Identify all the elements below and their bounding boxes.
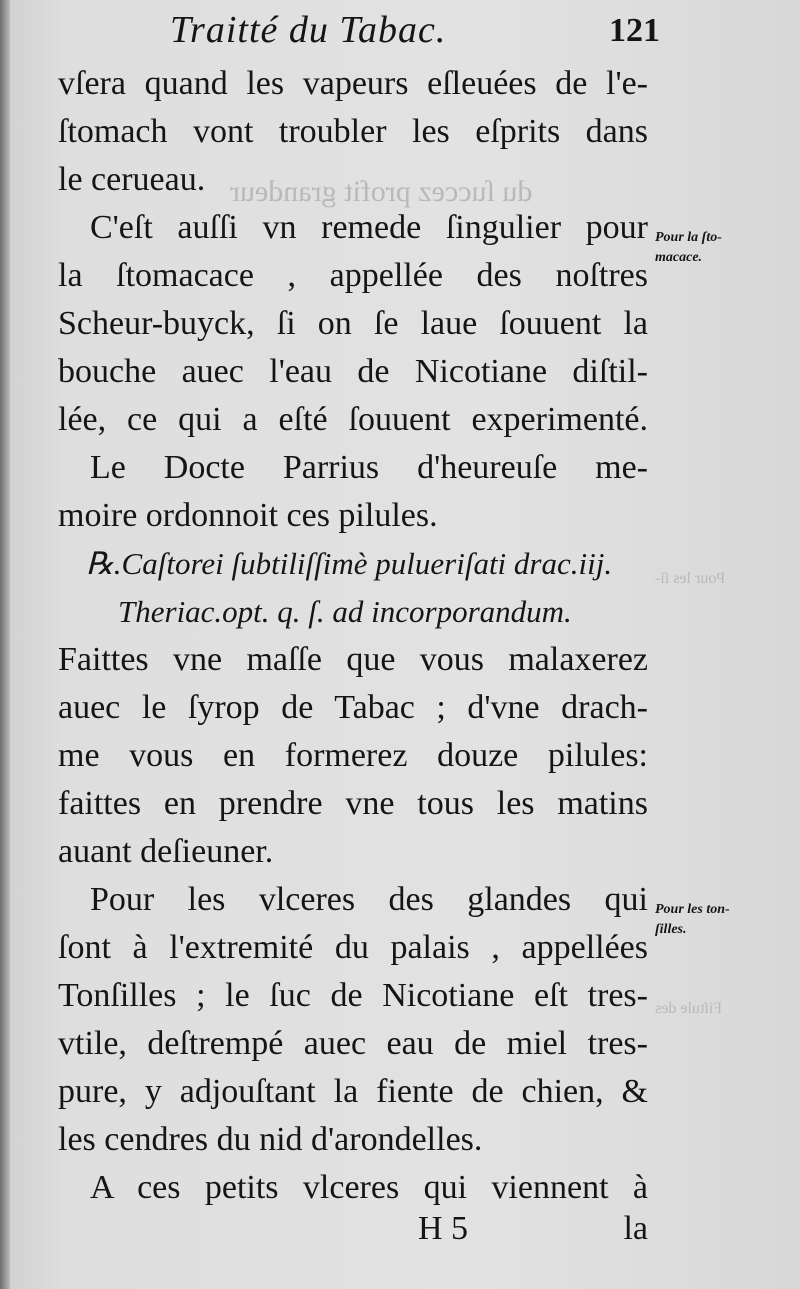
text-line: pure, y adjouſtant la fiente de chien, & (58, 1073, 648, 1110)
text-line: vſera quand les vapeurs eſleuées de l'e- (58, 65, 648, 102)
margin-note-line: macace. (655, 250, 703, 265)
text-line: les cendres du nid d'arondelles. (58, 1121, 483, 1158)
text-line: Tonſilles ; le ſuc de Nicotiane eſt tres- (58, 977, 648, 1014)
signature-mark: H 5 (418, 1210, 469, 1247)
text-line: Faittes vne maſſe que vous malaxerez (58, 641, 648, 678)
margin-note-stomacace (655, 228, 795, 268)
margin-note-line: Pour la ſto- (655, 230, 722, 245)
bleed-through-note: Fiſtule des (655, 1000, 723, 1017)
text-line: C'eſt auſſi vn remede ſingulier pour (90, 209, 648, 246)
margin-note-line: Pour les ton- (655, 902, 730, 917)
catchword: la (623, 1210, 648, 1247)
recipe-line: ℞.Caſtorei ſubtiliſſimè pulueriſati drac.iij. (86, 546, 613, 581)
text-line: bouche auec l'eau de Nicotiane diſtil- (58, 353, 648, 390)
page-gutter-shadow (0, 0, 10, 1289)
text-line: lée, ce qui a eſté ſouuent experimenté. (58, 401, 648, 438)
text-line: ſtomach vont troubler les eſprits dans (58, 113, 648, 150)
text-line: ſont à l'extremité du palais , appellées (58, 929, 648, 966)
margin-note-line: ſilles. (655, 922, 687, 937)
page-footer (58, 1210, 648, 1270)
text-line: vtile, deſtrempé auec eau de miel tres- (58, 1025, 648, 1062)
text-line: A ces petits vlceres qui viennent à (90, 1169, 648, 1206)
text-line: faittes en prendre vne tous les matins (58, 785, 648, 822)
text-line: me vous en formerez douze pilules: (58, 737, 648, 774)
recipe-line: Theriac.opt. q. ſ. ad incorporandum. (118, 594, 572, 629)
page-number: 121 (609, 12, 660, 49)
page-header (170, 8, 660, 58)
bleed-through-text: du ſuccez profit grandeur (230, 175, 533, 208)
text-line: auec le ſyrop de Tabac ; d'vne drach- (58, 689, 648, 726)
text-line: auant deſieuner. (58, 833, 274, 870)
running-title: Traitté du Tabac. (170, 9, 447, 51)
text-line: Pour les vlceres des glandes qui (90, 881, 648, 918)
main-text-block (58, 60, 648, 1212)
margin-note-tonsilles (655, 900, 795, 940)
text-line: moire ordonnoit ces pilules. (58, 497, 438, 534)
text-line: Scheur-buyck, ſi on ſe laue ſouuent la (58, 305, 648, 342)
text-line: le cerueau. (58, 161, 206, 198)
text-line: la ſtomacace , appellée des noſtres (58, 257, 648, 294)
bleed-through-note: Pour les ſi- (655, 570, 726, 587)
text-line: Le Docte Parrius d'heureuſe me- (90, 449, 648, 486)
